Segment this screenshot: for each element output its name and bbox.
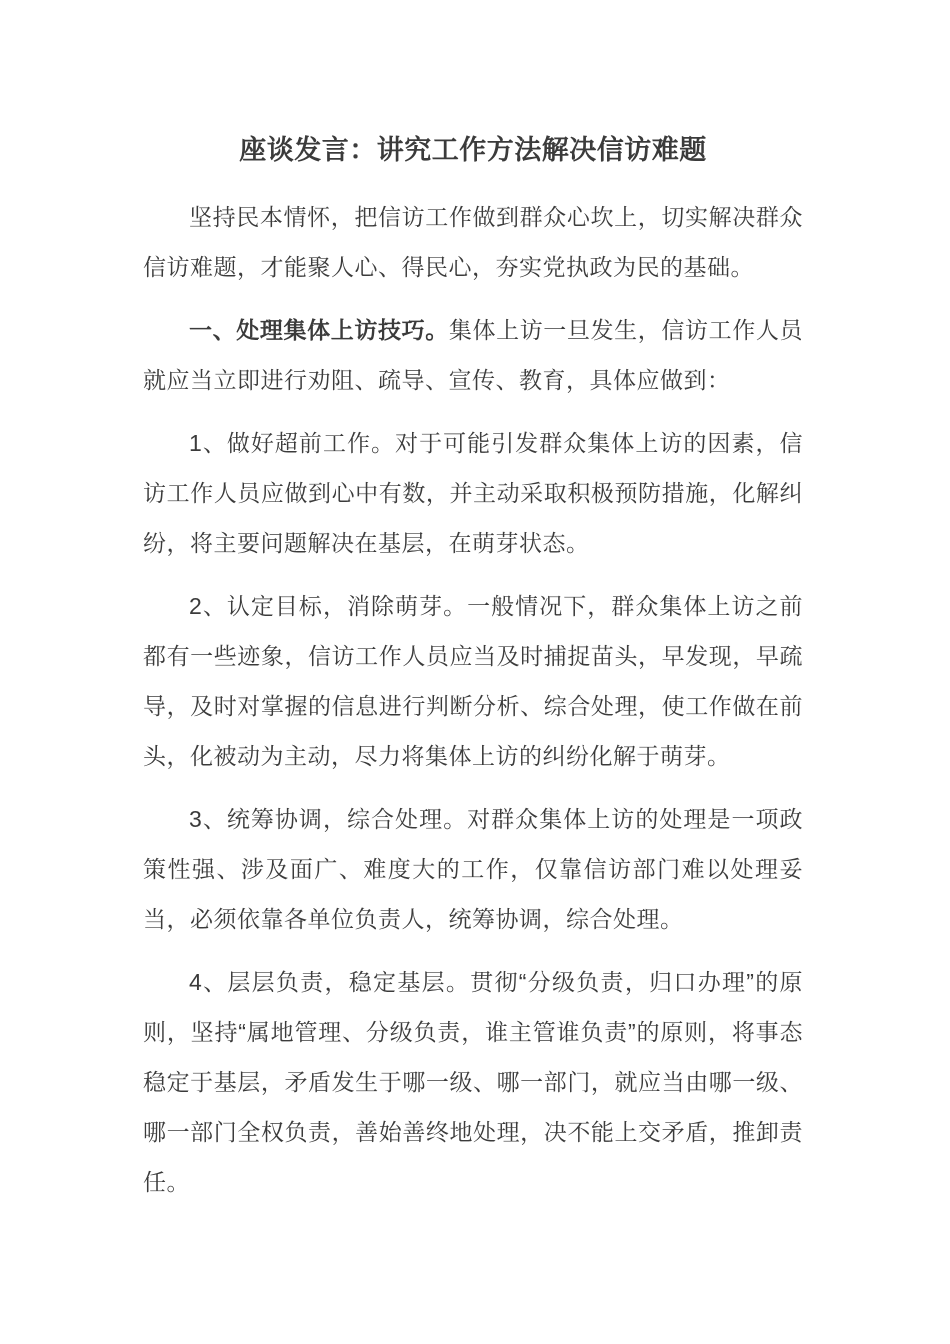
paragraph-intro-text: 坚持民本情怀，把信访工作做到群众心坎上，切实解决群众信访难题，才能聚人心、得民心，夯实党执政为民的基础。 xyxy=(143,204,803,280)
paragraph-section-1-text: 集体上访一旦发生，信访工作人员就应当立即进行劝阻、疏导、宣传、教育，具体应做到： xyxy=(143,317,804,393)
paragraph-item-2-text: 2、认定目标，消除萌芽。一般情况下，群众集体上访之前都有一些迹象，信访工作人员应当及时捕捉苗头，早发现，早疏导，及时对掌握的信息进行判断分析、综合处理，使工作做在前头，化被动为主动，尽力将集体上访的纠纷化解于萌芽。 xyxy=(143,593,803,769)
paragraph-item-4 xyxy=(143,957,803,1207)
paragraph-item-3-text: 3、统筹协调，综合处理。对群众集体上访的处理是一项政策性强、涉及面广、难度大的工作，仅靠信访部门难以处理妥当，必须依靠各单位负责人，统筹协调，综合处理。 xyxy=(143,806,803,932)
paragraph-intro xyxy=(143,192,803,292)
paragraph-item-3 xyxy=(143,794,803,944)
paragraph-item-1 xyxy=(143,418,803,568)
page-title: 座谈发言：讲究工作方法解决信访难题 xyxy=(239,135,707,165)
paragraph-section-1 xyxy=(143,305,803,405)
paragraph-item-4-text: 4、层层负责，稳定基层。贯彻“分级负责，归口办理”的原则，坚持“属地管理、分级负责，谁主管谁负责”的原则，将事态稳定于基层，矛盾发生于哪一级、哪一部门，就应当由哪一级、哪一部门全权负责，善始善终地处理，决不能上交矛盾，推卸责任。 xyxy=(143,969,803,1195)
paragraph-section-1-bold-lead: 一、处理集体上访技巧。 xyxy=(189,317,449,343)
paragraph-item-2 xyxy=(143,581,803,781)
paragraph-item-1-text: 1、做好超前工作。对于可能引发群众集体上访的因素，信访工作人员应做到心中有数，并主动采取积极预防措施，化解纠纷，将主要问题解决在基层，在萌芽状态。 xyxy=(143,430,803,556)
